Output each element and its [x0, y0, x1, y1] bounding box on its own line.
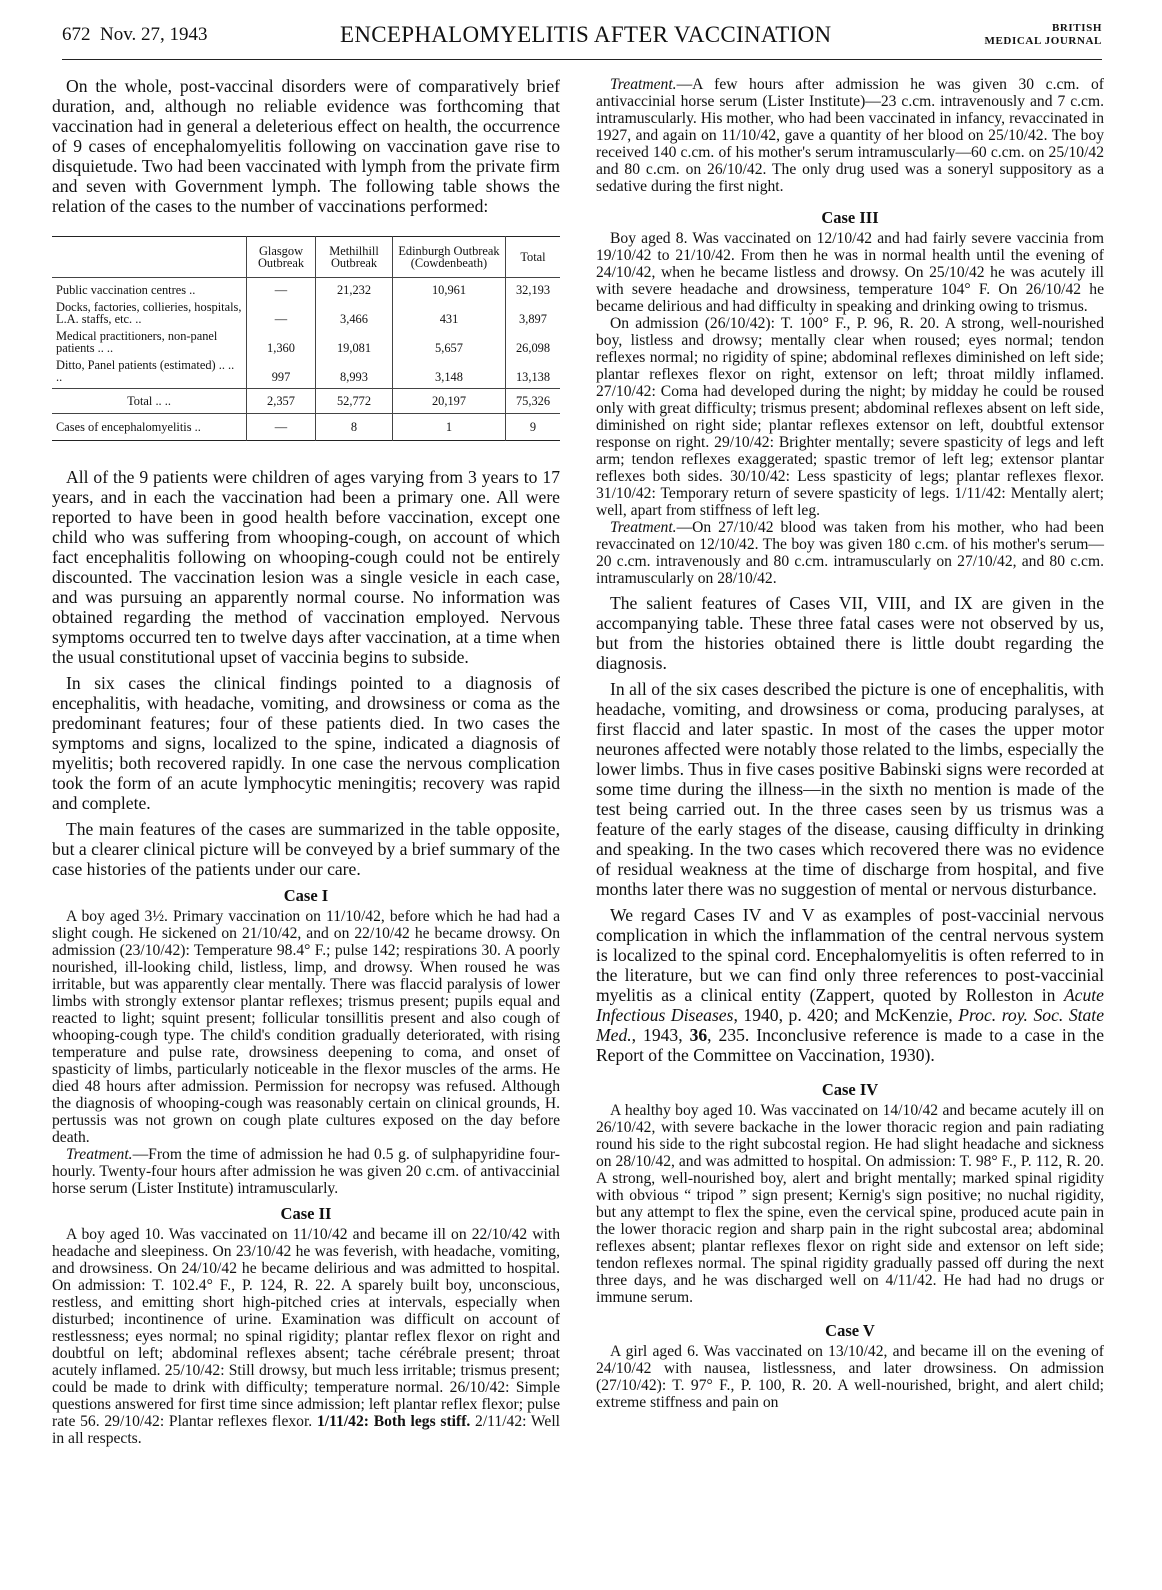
case-2-heading: Case II	[280, 1204, 332, 1223]
cell-methilhill: 8,993	[316, 357, 393, 389]
table-cases-row	[52, 414, 560, 441]
treatment-text: —On 27/10/42 blood was taken from his mother, who had been revaccinated on 12/10/42. The boy was given 180 c.cm. of his mother's serum—20 c.cm. intravenously and 80 c.cm. intramuscularly on 27/10/42, and 80 c.cm. intramuscularly on 28/10/42.	[596, 519, 1104, 587]
cell-methilhill: 19,081	[316, 328, 393, 357]
myelitis-text-a: We regard Cases IV and V as examples of post-vaccinial nervous complication in which the inflammation of the central nervous system is localized to the spinal cord. Encephalomyelitis is often referred to in the literature, but we can find only three references to post-vaccinial myelitis as a clinical entity (Zappert, quoted by Rolleston in	[596, 905, 1104, 1005]
treatment-text: —From the time of admission he had 0.5 g. of sulphapyridine four-hourly. Twenty-four hours after admission he was given 20 c.cm. of antivaccinial horse serum (Lister Institute) intramuscularly.	[52, 1146, 560, 1197]
vaccination-table	[52, 236, 560, 441]
table-header-row	[52, 237, 560, 278]
paragraph-summary: The main features of the cases are summarized in the table opposite, but a clearer clinical picture will be conveyed by a brief summary of the case histories of the patients under our care.	[52, 819, 560, 879]
cell-edinburgh: 5,657	[393, 328, 506, 357]
case-2-end: 2/11/42: Well in all respects.	[52, 1413, 560, 1447]
treatment-label: Treatment.	[66, 1146, 133, 1163]
cell-total: 32,193	[506, 278, 561, 300]
table-row	[52, 299, 560, 328]
cell-edinburgh: 3,148	[393, 357, 506, 389]
case-2-body: A boy aged 10. Was vaccinated on 11/10/42 and became ill on 22/10/42 with headache and sleepiness. On 23/10/42 he was feverish, with headache, vomiting, and drowsiness. On 24/10/42 he became delirious and was admitted to hospital. On admission: T. 102.4° F., P. 124, R. 22. A sparely built boy, unconscious, restless, and emitting short high-pitched cries at intervals, especially when disturbed; incontinence of urine. Examination was difficult on account of restlessness; eyes normal; no spinal rigidity; plantar reflex flexor on right and doubtful on left; abdominal reflexes absent; tache cérébrale present; throat acutely inflamed. 25/10/42: Still drowsy, but much less irritable; trismus present; could be made to drink with difficulty; temperature normal. 26/10/42: Simple questions answered for first time since admission; left plantar reflex flexor; pulse rate 56. 29/10/42: Plantar reflexes flexor.	[52, 1226, 560, 1430]
cell-glasgow: 2,357	[247, 389, 316, 414]
cell-methilhill: 52,772	[316, 389, 393, 414]
cell-methilhill: 3,466	[316, 299, 393, 328]
paragraph-salient-features: The salient features of Cases VII, VIII, and IX are given in the accompanying table. These three fatal cases were not observed by us, but from the histories obtained there is little doubt regarding the diagnosis.	[596, 593, 1104, 673]
paragraph-intro: On the whole, post-vaccinal disorders were of comparatively brief duration, and, although no reliable evidence was forthcoming that vaccination had in general a deleterious effect on health, the occurrence of 9 cases of encephalomyelitis following on vaccination gave rise to disquietude. Two had been vaccinated with lymph from the private firm and seven with Government lymph. The following table shows the relation of the cases to the number of vaccinations performed:	[52, 76, 560, 216]
myelitis-text-d: , 235. Inconclusive reference is made to a case in the Report of the Committee on Vaccination, 1930).	[596, 1025, 1105, 1065]
treatment-text: —A few hours after admission he was given 30 c.cm. of antivaccinial horse serum (Lister Institute)—23 c.cm. intravenously and 7 c.cm. intramuscularly. His mother, who had been vaccinated in infancy, revaccinated in 1927, and again on 11/10/42, gave a quantity of her blood on 25/10/42. The boy received 140 c.cm. of his mother's serum intramuscularly—60 c.cm. on 25/10/42 and 80 c.cm. on 26/10/42. The only drug used was a soneryl suppository as a sedative during the first night.	[596, 76, 1104, 195]
case-3-heading: Case III	[821, 208, 879, 227]
paragraph-findings: In six cases the clinical findings pointed to a diagnosis of encephalitis, with headache, vomiting, and drowsiness or coma as the predominant features; four of these patients died. In two cases the symptoms and signs, localized to the spine, indicated a diagnosis of myelitis; both recovered rapidly. In one case the nervous complication took the form of an acute lymphocytic meningitis; recovery was rapid and complete.	[52, 673, 560, 813]
table-row	[52, 278, 560, 300]
case-1-treatment	[52, 1146, 560, 1197]
myelitis-text-c: , 1943,	[631, 1025, 690, 1045]
cell-glasgow: 997	[247, 357, 316, 389]
table-header-total: Total	[506, 237, 561, 278]
cell-glasgow: —	[247, 278, 316, 300]
case-4-text: A healthy boy aged 10. Was vaccinated on 14/10/42 and became acutely ill on 26/10/42, with severe backache in the lower thoracic region and pain radiating round his side to the right subcostal region. He had slight headache and sickness on 28/10/42, and was admitted to hospital. On admission: T. 98° F., P. 112, R. 20. A strong, well-nourished boy, alert and bright mentally; marked spinal rigidity with obvious “ tripod ” sign present; Kernig's sign positive; no nuchal rigidity, but any attempt to flex the spine, even the cervical spine, produced acute pain in the lower thoracic region and sharp pain in the right subcostal area; abdominal reflexes absent; plantar reflexes flexor on right side and extensor on left side; tendon reflexes normal. The spinal rigidity gradually passed off during the next three days, and he was discharged well on 4/11/42. He had had no drugs or immune serum.	[596, 1102, 1104, 1306]
issue-date: Nov. 27, 1943	[100, 24, 208, 45]
table-header-edinburgh: Edinburgh Outbreak (Cowdenbeath)	[393, 237, 506, 278]
case-2-treatment	[596, 76, 1104, 195]
table-row	[52, 328, 560, 357]
cell-total: 3,897	[506, 299, 561, 328]
case-1-text: A boy aged 3½. Primary vaccination on 11/10/42, before which he had had a slight cough. He sickened on 21/10/42, and on 22/10/42 he became drowsy. On admission (23/10/42): Temperature 98.4° F.; pulse 142; respirations 30. A poorly nourished, ill-looking child, listless, limp, and drowsy. When roused he was irritable, but was apparently clear mentally. There was flaccid paralysis of lower limbs with strongly extensor plantar reflexes; trismus present; pupils equal and reacted to light; squint present; follicular tonsillitis present and also cough of whooping-cough type. The child's condition gradually deteriorated, with rising temperature and pulse rate, drowsiness deepening to coma, and onset of spasticity of limbs, particularly noticeable in the flexor muscles of the arms. He died 48 hours after admission. Permission for necropsy was refused. Although the diagnosis of whooping-cough was reasonably certain on clinical grounds, H. pertussis was not grown on cough plate cultures exposed on the day before death.	[52, 908, 560, 1146]
cell-methilhill: 8	[316, 414, 393, 441]
cell-total: 75,326	[506, 389, 561, 414]
paragraph-six-cases: In all of the six cases described the picture is one of encephalitis, with headache, vomiting, and drowsiness or coma, producing paralyses, at first flaccid and later spastic. In most of the cases the upper motor neurones affected were notably those related to the limbs, especially the lower limbs. Thus in five cases positive Babinski signs were recorded at some time during the illness—in the sixth no mention is made of the test being carried out. In the three cases seen by us trismus was a feature of the early stages of the disease, causing difficulty in drinking and speaking. In the two cases which recovered there was no evidence of residual weakness at the time of discharge from hospital, and five months later there was no suggestion of mental or nervous disturbance.	[596, 679, 1104, 899]
case-5-heading: Case V	[825, 1321, 875, 1340]
cell-total: 9	[506, 414, 561, 441]
row-label: Medical practitioners, non-panel patients .. ..	[56, 329, 218, 355]
treatment-label: Treatment.	[610, 519, 677, 536]
cell-glasgow: 1,360	[247, 328, 316, 357]
right-column	[596, 76, 1104, 1411]
paragraph-patients: All of the 9 patients were children of ages varying from 3 years to 17 years, and in each the vaccination had been a primary one. All were reported to have been in good health before vaccination, except one child who was suffering from whooping-cough, on account of which fact encephalitis following on whooping-cough could not be entirely discounted. The vaccination lesion was a single vesicle in each case, and was pursuing an apparently normal course. No information was obtained regarding the method of vaccination employed. Nervous symptoms occurred ten to twelve days after vaccination, at a time when the usual constitutional upset of vaccinia begins to subside.	[52, 467, 560, 667]
row-label: Total .. ..	[52, 389, 247, 414]
citation-title-1: Acute Infectious Diseases	[596, 985, 1104, 1025]
cell-glasgow: —	[247, 299, 316, 328]
citation-title-2: Proc. roy. Soc. State Med.	[596, 1005, 1104, 1045]
journal-name-line2: MEDICAL JOURNAL	[984, 35, 1102, 47]
left-column	[52, 76, 560, 1447]
table-row	[52, 357, 560, 389]
cell-edinburgh: 10,961	[393, 278, 506, 300]
case-3-text: Boy aged 8. Was vaccinated on 12/10/42 and had fairly severe vaccinia from 19/10/42 to 21/10/42. From then he was in normal health until the evening of 24/10/42, when he became listless and drowsy. On 25/10/42 he was acutely ill with severe headache and drowsiness, temperature 104° F. On 26/10/42 he became delirious and had difficulty in speaking and drinking owing to trismus.	[596, 230, 1104, 315]
running-title: ENCEPHALOMYELITIS AFTER VACCINATION	[340, 22, 832, 47]
cell-edinburgh: 20,197	[393, 389, 506, 414]
table-total-row	[52, 389, 560, 414]
page-number-date	[62, 24, 208, 46]
case-3-admission: On admission (26/10/42): T. 100° F., P. 96, R. 20. A strong, well-nourished boy, listless and drowsy; mentally clear when roused; eyes normal; tendon reflexes normal; no rigidity of spine; abdominal reflexes diminished on left side; plantar reflexes flexor on right, extensor on left; throat mildly inflamed. 27/10/42: Coma had developed during the night; by midday he could be roused only with great difficulty; trismus present; abdominal reflexes absent on left side, diminished on right side; plantar reflexes extensor on left, doubtful extensor response on right. 29/10/42: Brighter mentally; severe spasticity of legs and left arm; tendon reflexes exaggerated; spastic tremor of left leg; extensor plantar reflexes both sides. 30/10/42: Less spasticity of legs; plantar reflexes flexor. 31/10/42: Temporary return of severe spasticity of legs. 1/11/42: Mentally alert; well, apart from stiffness of left leg.	[596, 315, 1104, 519]
page-number: 672	[62, 24, 91, 45]
citation-volume: 36	[689, 1025, 708, 1045]
treatment-label: Treatment.	[610, 76, 677, 93]
page-header	[62, 22, 1102, 54]
row-label: Docks, factories, collieries, hospitals, L.A. staffs, etc. ..	[56, 300, 242, 326]
cell-total: 13,138	[506, 357, 561, 389]
case-2-bold-date: 1/11/42: Both legs stiff.	[316, 1413, 471, 1430]
case-4-heading: Case IV	[821, 1080, 879, 1099]
cell-glasgow: —	[247, 414, 316, 441]
case-1-heading: Case I	[283, 886, 329, 905]
cell-total: 26,098	[506, 328, 561, 357]
row-label: Ditto, Panel patients (estimated) .. .. ..	[56, 358, 235, 384]
case-3-treatment	[596, 519, 1104, 587]
table-header-blank	[52, 237, 247, 278]
cell-methilhill: 21,232	[316, 278, 393, 300]
paragraph-myelitis	[596, 905, 1104, 1065]
cell-edinburgh: 1	[393, 414, 506, 441]
journal-name	[985, 22, 1102, 48]
table-header-methilhill: Methilhill Outbreak	[316, 237, 393, 278]
row-label: Cases of encephalomyelitis ..	[52, 414, 247, 441]
journal-name-line1: BRITISH	[1051, 22, 1102, 34]
header-rule	[62, 59, 1102, 60]
row-label: Public vaccination centres ..	[56, 282, 196, 297]
table-header-glasgow: Glasgow Outbreak	[247, 237, 316, 278]
case-5-text: A girl aged 6. Was vaccinated on 13/10/42, and became ill on the evening of 24/10/42 with nausea, listlessness, and later drowsiness. On admission (27/10/42): T. 97° F., P. 100, R. 20. A well-nourished, bright, and alert child; extreme stiffness and pain on	[596, 1343, 1104, 1411]
myelitis-text-b: , 1940, p. 420; and McKenzie,	[733, 1005, 959, 1025]
cell-edinburgh: 431	[393, 299, 506, 328]
case-2-text	[52, 1226, 560, 1447]
